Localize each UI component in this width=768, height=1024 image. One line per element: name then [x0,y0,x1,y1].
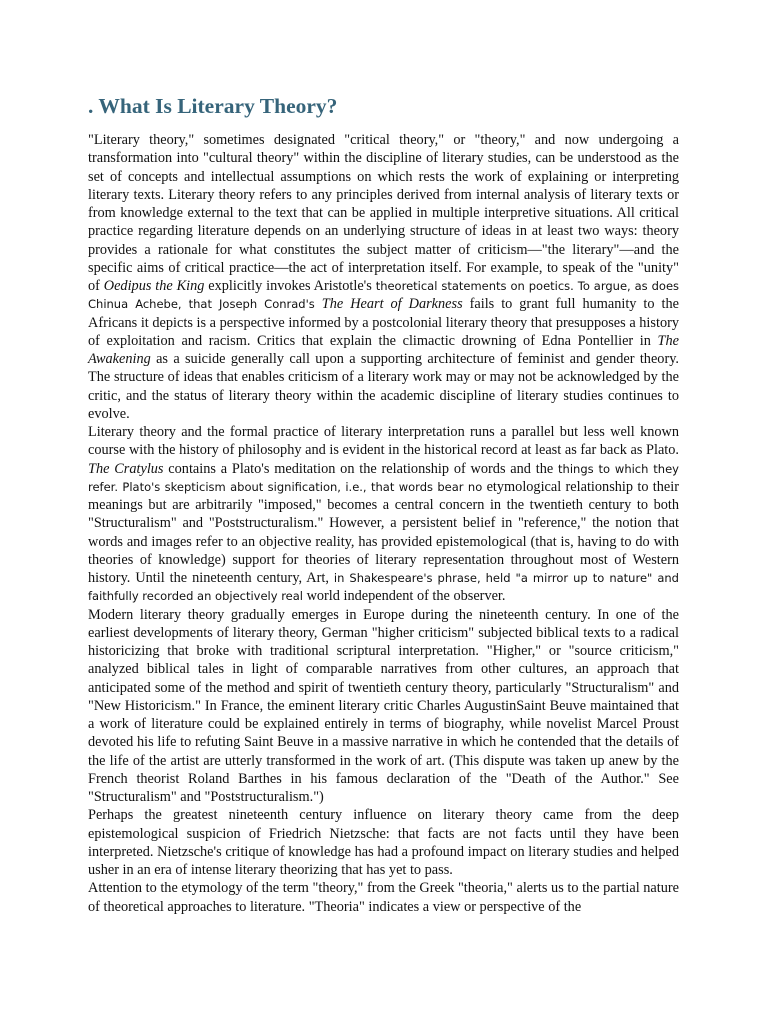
paragraph-5: Attention to the etymology of the term "theory," from the Greek "theoria," alerts us to the partial nature of theoretical approaches to literature. "Theoria" indicates a view or perspective of the [88,880,679,915]
paragraph-1: "Literary theory," sometimes designated "critical theory," or "theory," and now undergoing a transformation into "cultural theory" within the discipline of literary studies, can be understood as the set of concepts and intellectual assumptions on which rests the work of explaining or interpreting literary texts. Literary theory refers to any principles derived from internal analysis of literary texts or from knowledge external to the text that can be applied in multiple interpretive situations. All critical practice regarding literature depends on an underlying structure of ideas in at least two ways: theory provides a rationale for what constitutes the subject matter of criticism—"the literary"—and the specific aims of critical practice—the act of interpretation itself. For example, to speak of the "unity" of Oedipus the King explicitly invokes Aristotle's theoretical statements on poetics. To argue, as does Chinua Achebe, that Joseph Conrad's The Heart of Darkness fails to grant full humanity to the Africans it depicts is a perspective informed by a postcolonial literary theory that presupposes a history of exploitation and racism. Critics that explain the climactic drowning of Edna Pontellier in The Awakening as a suicide generally call upon a supporting architecture of feminist and gender theory. The structure of ideas that enables criticism of a literary work may or may not be acknowledged by the critic, and the status of literary theory within the academic discipline of literary studies continues to evolve. [88,132,680,422]
page-title: . What Is Literary Theory? [88,94,338,118]
article-body [88,131,679,916]
paragraph-3: Modern literary theory gradually emerges in Europe during the nineteenth century. In one of the earliest developments of literary theory, German "higher criticism" subjected biblical texts to a radical historicizing that broke with traditional scriptural interpretation. "Higher," or "source criticism," analyzed biblical tales in light of comparable narratives from other cultures, an approach that anticipated some of the method and spirit of twentieth century theory, particularly "Structuralism" and "New Historicism." In France, the eminent literary critic Charles AugustinSaint Beuve maintained that a work of literature could be explained entirely in terms of biography, while novelist Marcel Proust devoted his life to refuting Saint Beuve in a massive narrative in which he contended that the details of the life of the artist are utterly transformed in the work of art. (This dispute was taken up anew by the French theorist Roland Barthes in his famous declaration of the "Death of the Author." See "Structuralism" and "Poststructuralism.") [88,606,679,805]
paragraph-4: Perhaps the greatest nineteenth century influence on literary theory came from the deep epistemological suspicion of Friedrich Nietzsche: that facts are not facts until they have been interpreted. Nietzsche's critique of knowledge has had a profound impact on literary studies and helped usher in an era of intense literary theorizing that has yet to pass. [88,807,679,878]
document-page [88,92,679,916]
paragraph-2: Literary theory and the formal practice of literary interpretation runs a parallel but less well known course with the history of philosophy and is evident in the historical record at least as far back as Plato. The Cratylus contains a Plato's meditation on the relationship of words and the things to which they refer. Plato's skepticism about signification, i.e., that words bear no etymological relationship to their meanings but are arbitrarily "imposed," becomes a central concern in the twentieth century to both "Structuralism" and "Poststructuralism." However, a persistent belief in "reference," the notion that words and images refer to an objective reality, has provided epistemological (that is, having to do with theories of knowledge) support for theories of literary representation throughout most of Western history. Until the nineteenth century, Art, in Shakespeare's phrase, held "a mirror up to nature" and faithfully recorded an objectively real world independent of the observer. [88,424,679,605]
